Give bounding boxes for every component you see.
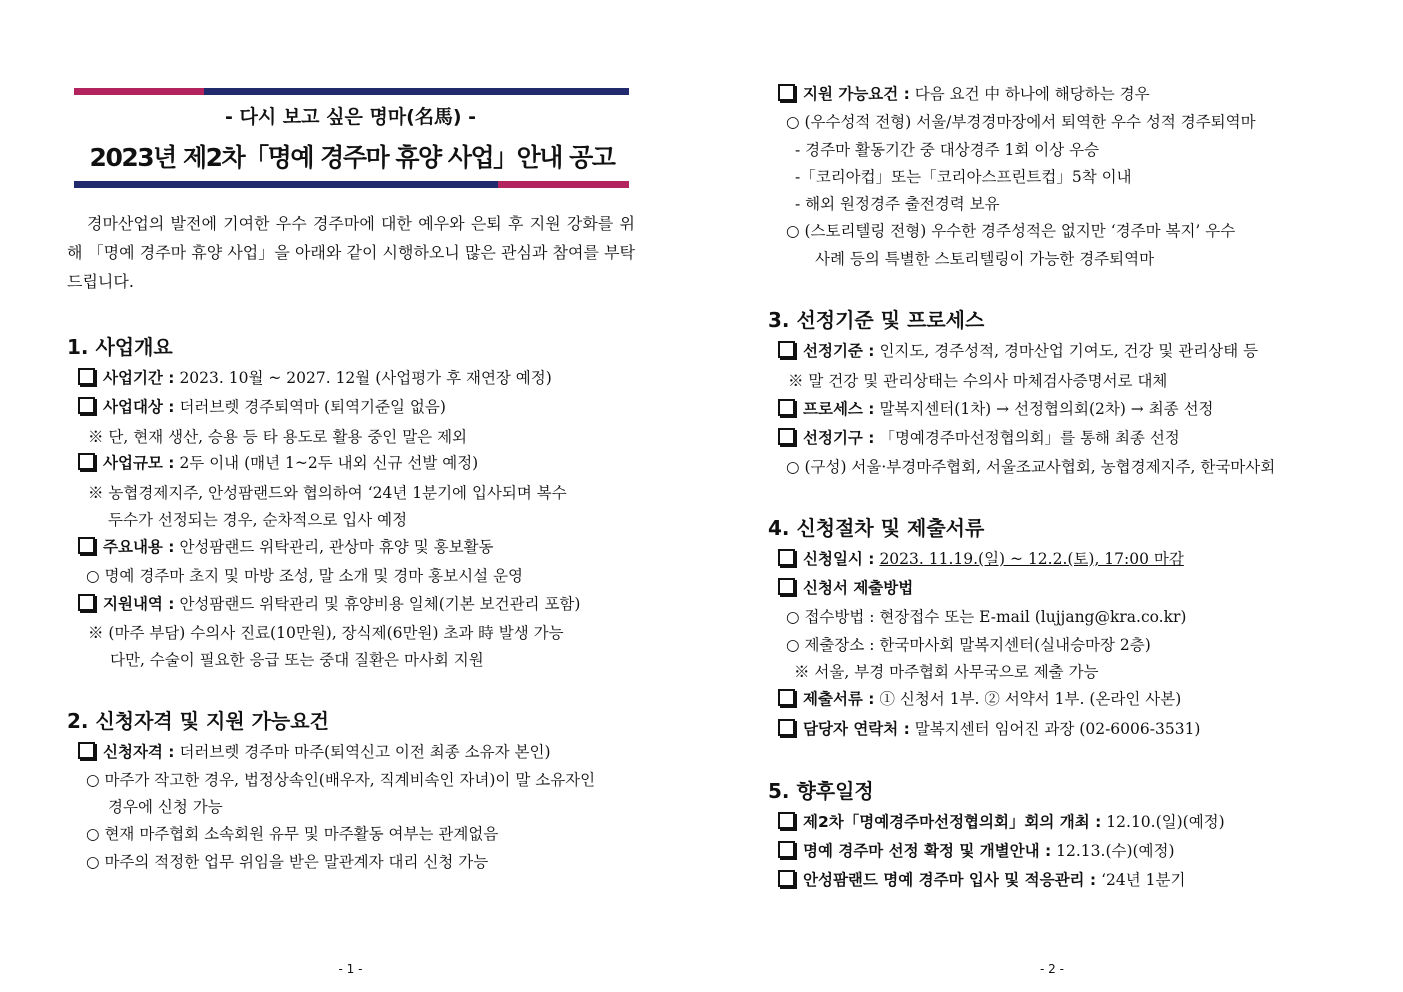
item-application-period: 신청일시 : 2023. 11.19.(일) ~ 12.2.(토), 17:00 마감 <box>778 547 1184 569</box>
header-bar-navy-top <box>204 88 629 95</box>
item-support-requirements: 지원 가능요건 : 다음 요건 中 하나에 해당하는 경우 <box>778 82 1150 104</box>
note-scale-line2: 두수가 선정되는 경우, 순차적으로 입사 예정 <box>108 511 408 529</box>
item-support-details: 지원내역 : 안성팜랜드 위탁관리 및 휴양비용 일체(기본 보건관리 포함) <box>78 592 580 614</box>
checkbox-square-icon <box>78 368 95 385</box>
note-support-line2: 다만, 수술이 필요한 응급 또는 중대 질환은 마사회 지원 <box>110 651 484 669</box>
checkbox-square-icon <box>778 841 795 858</box>
section-5-heading: 5. 향후일정 <box>768 779 874 803</box>
checkbox-square-icon <box>778 399 795 416</box>
note-submission-method-c: ※ 서울, 부경 마주협회 사무국으로 제출 가능 <box>794 663 1099 681</box>
checkbox-square-icon <box>778 719 795 736</box>
page-1 <box>0 0 701 992</box>
item-business-scale: 사업규모 : 2두 이내 (매년 1~2두 내외 신규 선발 예정) <box>78 451 478 473</box>
item-qualification: 신청자격 : 더러브렛 경주마 마주(퇴역신고 이전 최종 소유자 본인) <box>78 740 551 762</box>
item-business-period: 사업기간 : 2023. 10월 ~ 2027. 12월 (사업평가 후 재연장 예정) <box>78 366 552 388</box>
item-process: 프로세스 : 말복지센터(1차) → 선정협의회(2차) → 최종 선정 <box>778 397 1214 419</box>
page-number-1: - 1 - <box>338 962 363 976</box>
intro-paragraph: 경마산업의 발전에 기여한 우수 경주마에 대한 예우와 은퇴 후 지원 강화를 위해 「명예 경주마 휴양 사업」을 아래와 같이 시행하오니 많은 관심과 참여를 부탁드립니다. <box>67 214 635 291</box>
checkbox-square-icon <box>78 397 95 414</box>
note-req-performance-2: -「코리아컵」또는「코리아스프린트컵」5착 이내 <box>795 168 1132 186</box>
note-req-performance-3: - 해외 원정경주 출전경력 보유 <box>795 195 1000 213</box>
item-selection-body: 선정기구 : 「명예경주마선정협의회」를 통해 최종 선정 <box>778 426 1180 448</box>
section-4-heading: 4. 신청절차 및 제출서류 <box>768 516 985 540</box>
note-req-performance-1: - 경주마 활동기간 중 대상경주 1회 이상 우승 <box>795 141 1100 159</box>
item-required-documents: 제출서류 : ① 신청서 1부. ② 서약서 1부. (온라인 사본) <box>778 687 1181 709</box>
header-bar-pink-bottom <box>498 181 629 188</box>
item-contact: 담당자 연락처 : 말복지센터 임어진 과장 (02-6006-3531) <box>778 717 1200 739</box>
page-number-2: - 2 - <box>1040 962 1064 976</box>
note-selection-body: ○ (구성) 서울·부경마주협회, 서울조교사협회, 농협경제지주, 한국마사회 <box>786 458 1276 476</box>
note-submission-method-a: ○ 접수방법 : 현장접수 또는 E-mail (lujjang@kra.co.kr) <box>786 608 1187 626</box>
note-qualification-1a: ○ 마주가 작고한 경우, 법정상속인(배우자, 직계비속인 자녀)이 말 소유자인 <box>86 771 596 789</box>
note-req-storytelling-1: ○ (스토리텔링 전형) 우수한 경주성적은 없지만 ‘경주마 복지’ 우수 <box>786 222 1236 240</box>
note-main-content: ○ 명예 경주마 초지 및 마방 조성, 말 소개 및 경마 홍보시설 운영 <box>86 567 523 585</box>
item-submission-method: 신청서 제출방법 <box>778 576 913 598</box>
checkbox-square-icon <box>778 428 795 445</box>
item-main-content: 주요내용 : 안성팜랜드 위탁관리, 관상마 휴양 및 홍보활동 <box>78 535 494 557</box>
page-2 <box>701 0 1403 992</box>
checkbox-square-icon <box>778 549 795 566</box>
checkbox-square-icon <box>78 453 95 470</box>
note-qualification-3: ○ 마주의 적정한 업무 위임을 받은 말관계자 대리 신청 가능 <box>86 853 489 871</box>
note-scale-line1: ※ 농협경제지주, 안성팜랜드와 협의하여 ‘24년 1분기에 입사되며 복수 <box>88 484 567 502</box>
checkbox-square-icon <box>778 870 795 887</box>
note-req-storytelling-2: 사례 등의 특별한 스토리텔링이 가능한 경주퇴역마 <box>815 250 1155 268</box>
notice-title: 2023년 제2차「명예 경주마 휴양 사업」안내 공고 <box>89 143 615 172</box>
checkbox-square-icon <box>778 689 795 706</box>
checkbox-square-icon <box>778 341 795 358</box>
schedule-item-1: 제2차「명예경주마선정협의회」회의 개최 : 12.10.(일)(예정) <box>778 810 1225 832</box>
note-submission-method-b: ○ 제출장소 : 한국마사회 말복지센터(실내승마장 2층) <box>786 636 1151 654</box>
checkbox-square-icon <box>78 594 95 611</box>
note-req-performance: ○ (우수성적 전형) 서울/부경경마장에서 퇴역한 우수 성적 경주퇴역마 <box>786 113 1256 131</box>
checkbox-square-icon <box>78 742 95 759</box>
checkbox-square-icon <box>778 84 795 101</box>
section-1-heading: 1. 사업개요 <box>67 335 173 359</box>
section-3-heading: 3. 선정기준 및 프로세스 <box>768 308 985 332</box>
item-business-target: 사업대상 : 더러브렛 경주퇴역마 (퇴역기준일 없음) <box>78 395 446 417</box>
header-bar-pink-top <box>74 88 204 95</box>
schedule-item-3: 안성팜랜드 명예 경주마 입사 및 적응관리 : ‘24년 1분기 <box>778 868 1185 890</box>
note-target-exclusion: ※ 단, 현재 생산, 승용 등 타 용도로 활용 중인 말은 제외 <box>88 428 468 446</box>
notice-subtitle: - 다시 보고 싶은 명마(名馬) - <box>224 106 477 128</box>
header-bar-navy-bottom <box>74 181 498 188</box>
checkbox-square-icon <box>778 578 795 595</box>
note-selection-criteria: ※ 말 건강 및 관리상태는 수의사 마체검사증명서로 대체 <box>788 372 1168 390</box>
schedule-item-2: 명예 경주마 선정 확정 및 개별안내 : 12.13.(수)(예정) <box>778 839 1175 861</box>
section-2-heading: 2. 신청자격 및 지원 가능요건 <box>67 709 329 733</box>
checkbox-square-icon <box>778 812 795 829</box>
note-support-line1: ※ (마주 부담) 수의사 진료(10만원), 장식제(6만원) 초과 時 발생 가능 <box>88 624 564 642</box>
checkbox-square-icon <box>78 537 95 554</box>
note-qualification-1b: 경우에 신청 가능 <box>108 798 223 816</box>
item-selection-criteria: 선정기준 : 인지도, 경주성적, 경마산업 기여도, 건강 및 관리상태 등 <box>778 339 1258 361</box>
note-qualification-2: ○ 현재 마주협회 소속회원 유무 및 마주활동 여부는 관계없음 <box>86 825 499 843</box>
